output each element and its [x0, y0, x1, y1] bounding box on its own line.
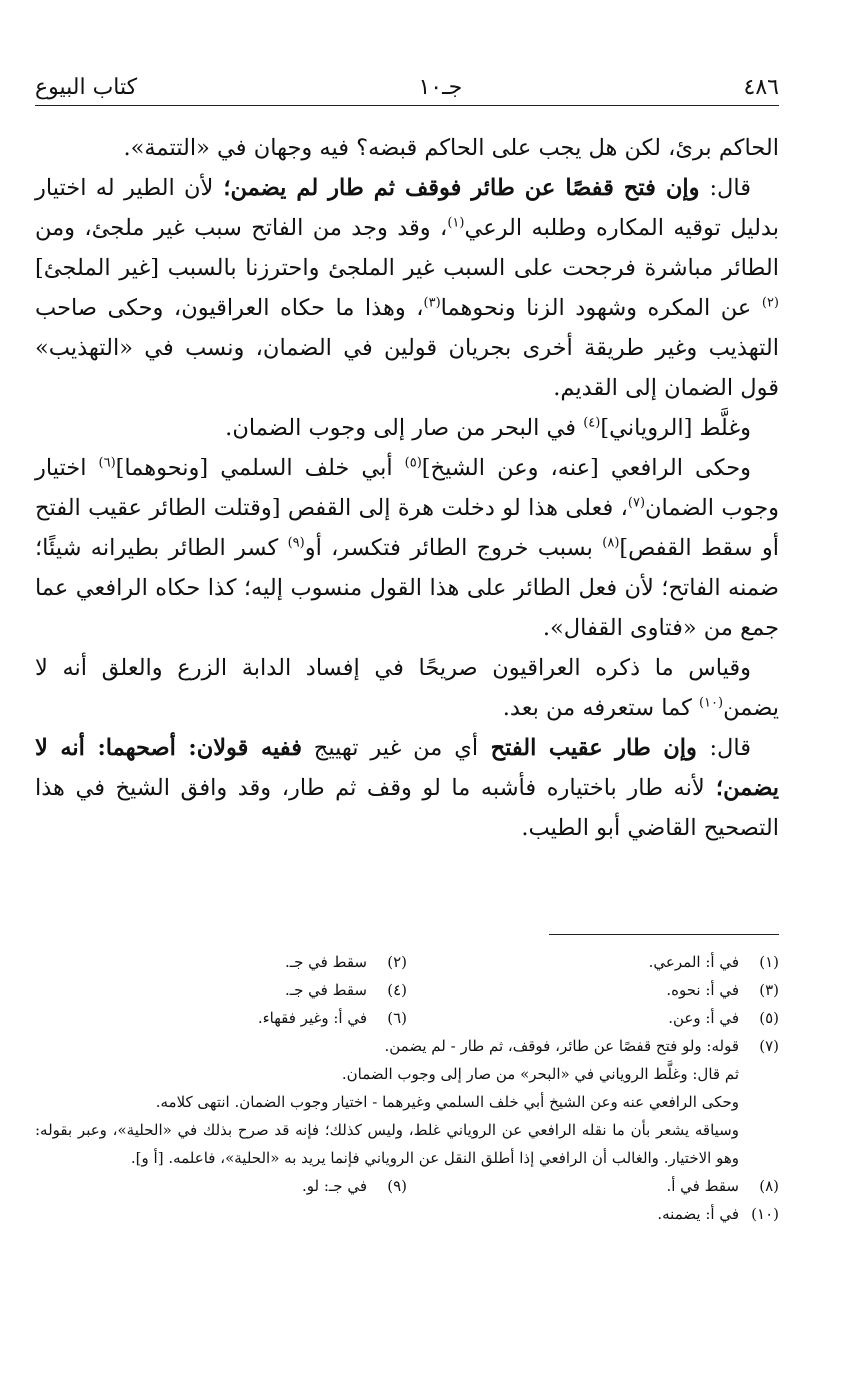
text: أبي خلف السلمي [ونحوهما]	[115, 455, 405, 481]
footnote-row	[35, 1004, 779, 1032]
book-title: كتاب البيوع	[35, 75, 138, 100]
footnote-row	[35, 1032, 779, 1172]
footnote-number: (٦)	[387, 1009, 407, 1027]
footnote-ref[interactable]: (٨)	[602, 535, 620, 551]
footnote-text: في جـ: لو.	[301, 1177, 367, 1195]
footnote-number: (١)	[759, 953, 779, 971]
footnote-text: في أ: وغير فقهاء.	[257, 1009, 367, 1027]
paragraph	[35, 408, 779, 448]
paragraph	[35, 648, 779, 728]
footnote-text: في أ: المرعي.	[648, 953, 739, 971]
text: أي من غير تهييج	[301, 735, 479, 761]
footnote-row	[35, 1200, 779, 1228]
text: الحاكم برئ، لكن هل يجب على الحاكم قبضه؟ فيه وجهان في «التتمة».	[123, 135, 779, 161]
footnote-number: (٧)	[759, 1037, 779, 1055]
footnote-number: (٢)	[387, 953, 407, 971]
text: ، وهذا ما حكاه العراقيون، وحكى صاحب التهذيب وغير طريقة أخرى بجريان قولين في الضمان، ونسب في «التهذيب» قول الضمان إلى القديم.	[35, 295, 779, 401]
footnote-number: (٥)	[759, 1009, 779, 1027]
text: ، فعلى هذا لو دخلت هرة إلى القفص [وقتلت الطائر عقيب الفتح أو سقط القفص]	[35, 495, 779, 561]
paragraph	[35, 728, 779, 848]
footnote-number: (١٠)	[751, 1205, 779, 1223]
text: قال:	[709, 175, 751, 201]
footnote-text: سقط في أ.	[666, 1177, 739, 1195]
footnote-ref[interactable]: (٧)	[627, 495, 646, 511]
paragraph	[35, 168, 779, 408]
footnote-ref[interactable]: (٥)	[404, 455, 422, 471]
text: قال:	[709, 735, 751, 761]
text: اختيار وجوب الضمان	[35, 455, 779, 521]
text: وقياس ما ذكره العراقيون صريحًا في إفساد الدابة الزرع والعلق أنه لا يضمن	[35, 655, 779, 721]
footnote-text: في أ: يضمنه.	[657, 1205, 739, 1223]
footnote-ref[interactable]: (٩)	[287, 535, 305, 551]
page-header	[35, 60, 779, 100]
footnote-line: وحكى الرافعي عنه وعن الشيخ أبي خلف السلمي وغيرهما - اختيار وجوب الضمان. انتهى كلامه.	[155, 1093, 739, 1111]
page-number: ٤٨٦	[743, 75, 779, 100]
bold-text: ففيه قولان: أصحهما: أنه لا يضمن؛	[35, 735, 779, 801]
volume-label: جـ١٠	[418, 75, 463, 100]
footnote-text: في أ: نحوه.	[666, 981, 739, 999]
text: لأن الطير له اختيار بدليل توقيه المكاره وطلبه الرعي	[35, 175, 779, 241]
footnotes	[35, 948, 779, 1228]
footnote-text: سقط في جـ.	[284, 953, 367, 971]
text: في البحر من صار إلى وجوب الضمان.	[225, 415, 584, 441]
bold-text: وإن طار عقيب الفتح	[478, 735, 710, 761]
footnote-ref[interactable]: (١٠)	[698, 695, 724, 711]
footnote-ref[interactable]: (١)	[447, 215, 465, 231]
footnote-number: (٣)	[759, 981, 779, 999]
footnote-number: (٩)	[387, 1177, 407, 1195]
footnote-line: ثم قال: وغلَّط الروياني في «البحر» من صار إلى وجوب الضمان.	[341, 1065, 739, 1083]
text: كما ستعرفه من بعد.	[502, 695, 699, 721]
text: بسبب خروج الطائر فتكسر، أو	[304, 535, 603, 561]
footnote-number: (٨)	[759, 1177, 779, 1195]
footnote-row	[35, 976, 779, 1004]
footnote-ref[interactable]: (٦)	[98, 455, 116, 471]
paragraph	[35, 128, 779, 168]
footnote-ref[interactable]: (٢)	[761, 295, 779, 311]
footnote-text	[35, 1032, 739, 1172]
text: لأنه طار باختياره فأشبه ما لو وقف ثم طار، وقد وافق الشيخ في هذا التصحيح القاضي أبو الطيب.	[35, 775, 779, 841]
main-text	[35, 128, 779, 848]
text: عن المكره وشهود الزنا ونحوهما	[440, 295, 762, 321]
footnote-ref[interactable]: (٣)	[423, 295, 441, 311]
header-rule	[35, 105, 779, 106]
footnote-ref[interactable]: (٤)	[583, 415, 601, 431]
text: كسر الطائر بطيرانه شيئًا؛ ضمنه الفاتح؛ لأن فعل الطائر على هذا القول منسوب إليه؛ كذا حكاه الرافعي عما جمع من «فتاوى القفال».	[35, 535, 779, 641]
footnote-text: سقط في جـ.	[284, 981, 367, 999]
footnote-row	[35, 1172, 779, 1200]
text: ، وقد وجد من الفاتح سبب غير ملجئ، ومن الطائر مباشرة فرجحت على السبب غير الملجئ واحترزنا بالسبب [غير الملجئ]	[35, 215, 779, 281]
footnote-row	[35, 948, 779, 976]
footnote-line: وسياقه يشعر بأن ما نقله الرافعي عن الروياني غلط، وليس كذلك؛ فإنه قد صرح بذلك في «الحلية»، وعبر بقوله: وهو الاختيار. والغالب أن الرافعي إذا أطلق النقل عن الروياني فإنما يريد به «الحلية»، فاعلمه. [أ و].	[35, 1121, 739, 1167]
text: وحكى الرافعي [عنه، وعن الشيخ]	[421, 455, 751, 481]
paragraph	[35, 448, 779, 648]
bold-text: وإن فتح قفصًا عن طائر فوقف ثم طار لم يضمن؛	[213, 175, 710, 201]
footnote-separator	[549, 934, 779, 935]
footnote-number: (٤)	[387, 981, 407, 999]
footnote-text: في أ: وعن.	[668, 1009, 739, 1027]
footnote-line: قوله: ولو فتح قفصًا عن طائر، فوقف، ثم طار - لم يضمن.	[384, 1037, 739, 1055]
text: وغلَّط [الروياني]	[600, 415, 751, 441]
